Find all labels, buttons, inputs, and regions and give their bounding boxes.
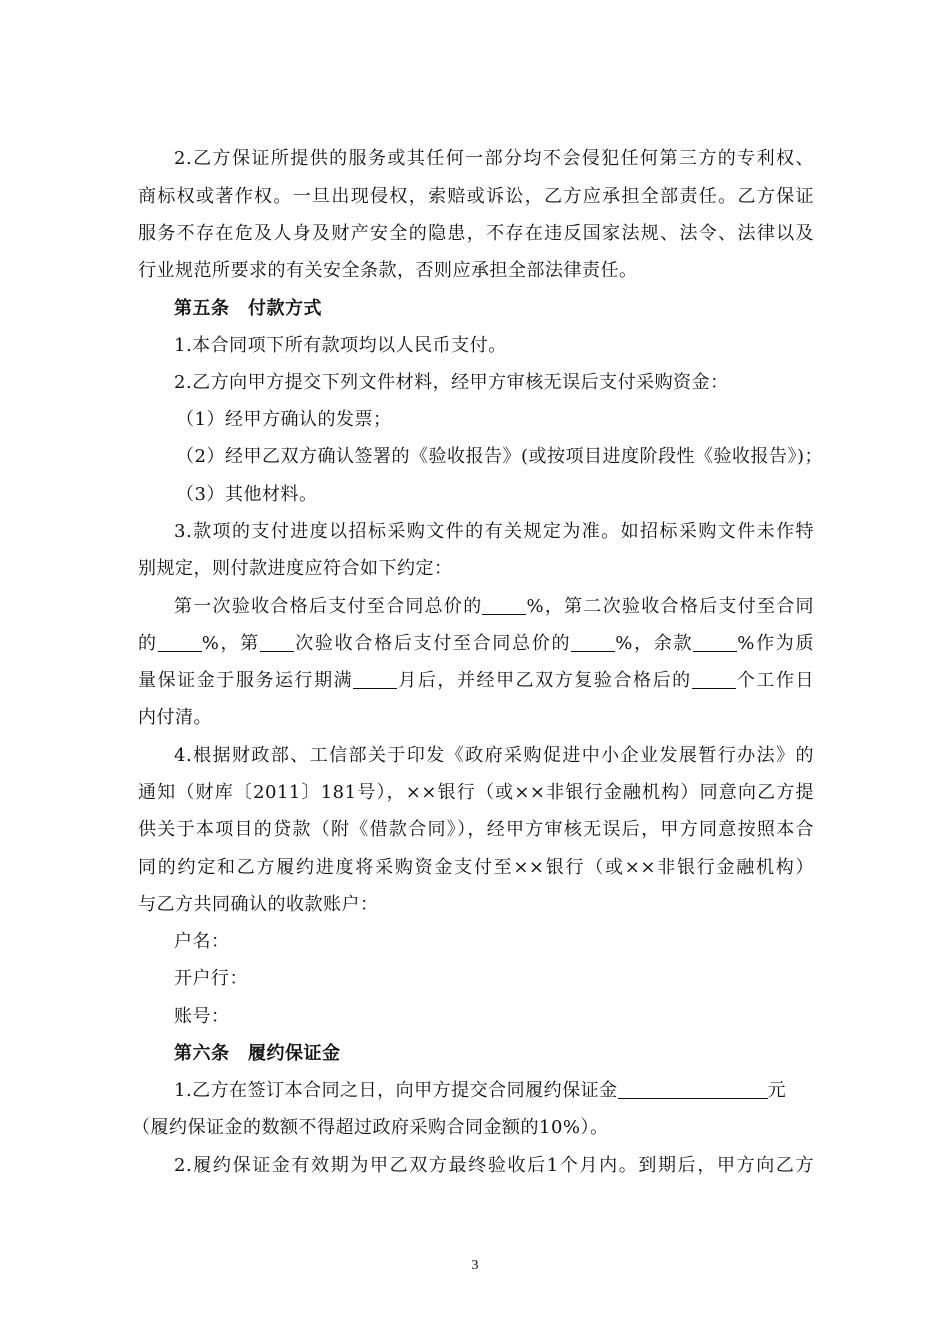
blank-field[interactable] [353, 670, 397, 689]
paragraph-line: （履约保证金的数额不得超过政府采购合同金额的10%）。 [132, 1117, 609, 1138]
deposit-line: 1.乙方在签订本合同之日，向甲方提交合同履约保证金 元 [174, 1080, 787, 1101]
paragraph-line: 服务不存在危及人身及财产安全的隐患，不存在违反国家法规、法令、法律以及 [138, 223, 814, 244]
payment-terms-line: 第一次验收合格后支付至合同总价的 %，第二次验收合格后支付至合同 [174, 596, 815, 617]
paragraph-line: 别规定，则付款进度应符合如下约定： [138, 558, 453, 579]
account-number-label: 账号： [174, 1006, 230, 1027]
bank-label: 开户行： [174, 968, 248, 989]
paragraph-line: 通知（财库〔2011〕181号），××银行（或××非银行金融机构）同意向乙方提 [138, 782, 814, 803]
paragraph-line: 行业规范所要求的有关安全条款，否则应承担全部法律责任。 [138, 260, 638, 281]
paragraph-line: 商标权或著作权。一旦出现侵权，索赔或诉讼，乙方应承担全部责任。乙方保证 [138, 186, 814, 207]
paragraph-line: 供关于本项目的贷款（附《借款合同》），经甲方审核无误后，甲方同意按照本合 [138, 819, 814, 840]
paragraph-line: 4.根据财政部、工信部关于印发《政府采购促进中小企业发展暂行办法》的 [174, 745, 814, 766]
section-heading: 第五条 付款方式 [174, 298, 322, 319]
account-name-label: 户名： [174, 931, 230, 952]
deposit-amount-blank[interactable] [618, 1080, 768, 1099]
paragraph-line: 2.履约保证金有效期为甲乙双方最终验收后1个月内。到期后，甲方向乙方 [174, 1155, 814, 1176]
blank-field[interactable] [693, 633, 737, 652]
blank-field[interactable] [158, 633, 202, 652]
list-item: （3）其他材料。 [176, 484, 318, 505]
paragraph-line: 与乙方共同确认的收款账户： [138, 894, 379, 915]
blank-field[interactable] [482, 596, 526, 615]
payment-terms-line: 的 %，第 次验收合格后支付至合同总价的 %，余款 %作为质 [138, 633, 815, 654]
paragraph-line: 同的约定和乙方履约进度将采购资金支付至××银行（或××非银行金融机构） [138, 857, 814, 878]
paragraph-line: 3.款项的支付进度以招标采购文件的有关规定为准。如招标采购文件未作特 [174, 521, 814, 542]
list-item: （2）经甲乙双方确认签署的《验收报告》(或按项目进度阶段性《验收报告》)； [176, 446, 823, 467]
section-heading: 第六条 履约保证金 [174, 1043, 341, 1064]
paragraph-line: 1.本合同项下所有款项均以人民币支付。 [174, 335, 507, 356]
paragraph-line: 2.乙方向甲方提交下列文件材料，经甲方审核无误后支付采购资金： [174, 372, 729, 393]
payment-terms-line: 量保证金于服务运行期满 月后，并经甲乙双方复验合格后的 个工作日 [138, 670, 815, 691]
paragraph-line: 2.乙方保证所提供的服务或其任何一部分均不会侵犯任何第三方的专利权、 [174, 148, 814, 169]
page-number: 3 [471, 1258, 479, 1273]
blank-field[interactable] [571, 633, 615, 652]
blank-field[interactable] [260, 633, 294, 652]
list-item: （1）经甲方确认的发票； [176, 409, 392, 430]
paragraph-line: 内付清。 [138, 707, 212, 728]
blank-field[interactable] [692, 670, 736, 689]
